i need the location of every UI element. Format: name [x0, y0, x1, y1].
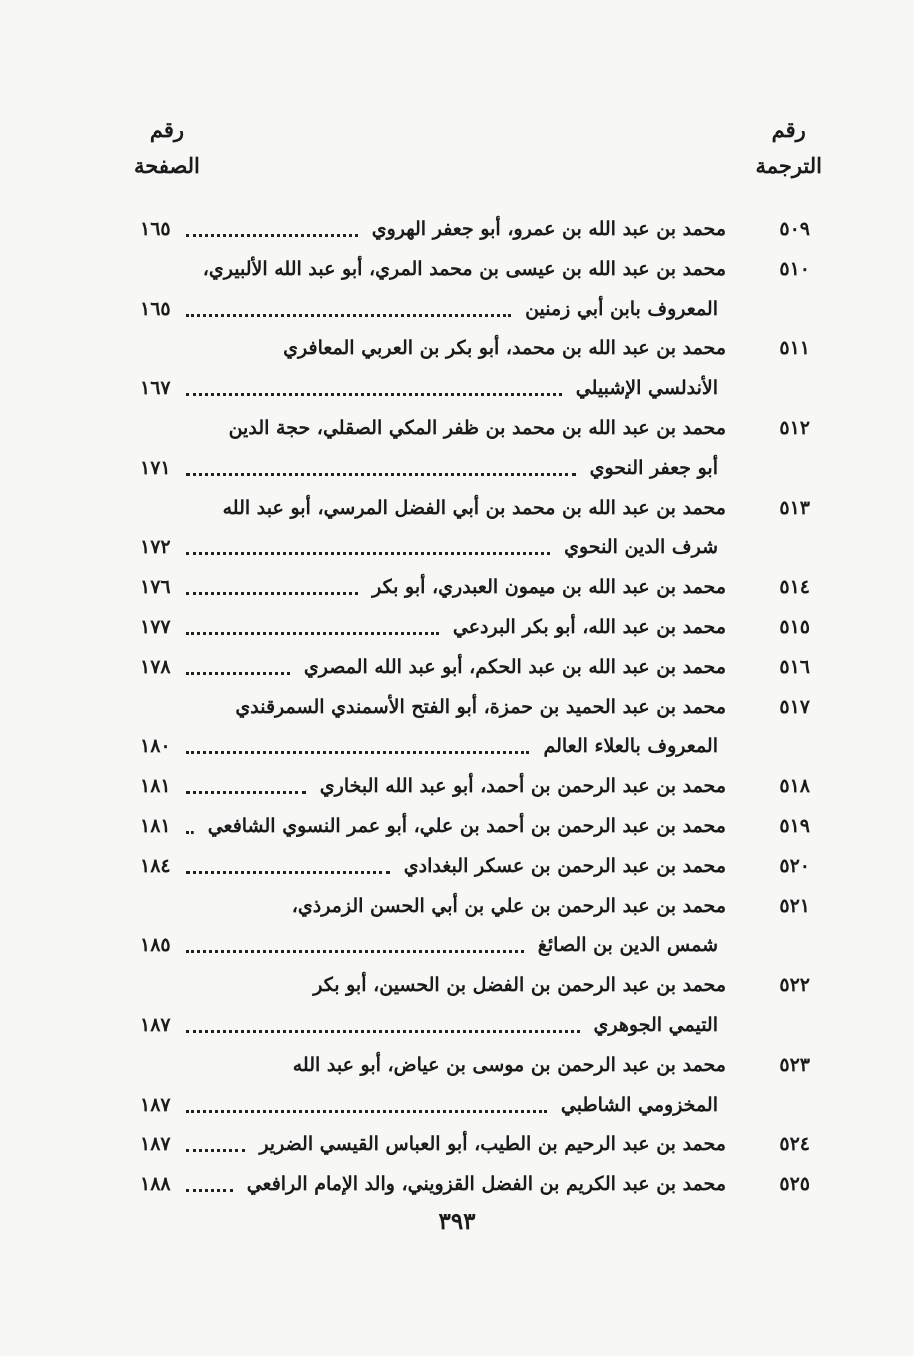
toc-entry	[140, 210, 810, 248]
entry-number: ٥١٦	[779, 655, 810, 678]
entry-title: محمد بن عبد الله بن عبد الحكم، أبو عبد الله المصري	[303, 655, 726, 678]
entry-page-number: ١٨١	[140, 775, 171, 798]
toc-entry	[140, 1125, 810, 1163]
toc-entry-continuation	[140, 727, 810, 765]
entry-number-header	[755, 112, 822, 184]
entry-title: محمد بن عبد الرحمن بن موسى بن عياض، أبو عبد الله	[292, 1053, 726, 1076]
entry-number: ٥١٠	[779, 257, 810, 280]
entry-title: محمد بن عبد الرحمن بن الفضل بن الحسين، أبو بكر	[313, 974, 726, 997]
entry-page-number: ١٧٢	[140, 536, 171, 559]
entry-page-number: ١٦٧	[140, 377, 171, 400]
entry-title: محمد بن عبد الرحمن بن عسكر البغدادي	[403, 854, 726, 877]
dot-leader	[186, 1030, 580, 1033]
dot-leader	[186, 950, 524, 953]
entry-page-number: ١٨٥	[140, 934, 171, 957]
entry-title: محمد بن عبد الرحيم بن الطيب، أبو العباس القيسي الضرير	[259, 1133, 726, 1156]
dot-leader	[186, 552, 550, 555]
entry-number: ٥٠٩	[779, 218, 810, 240]
entry-number: ٥٢٠	[779, 854, 810, 877]
dot-leader	[186, 672, 290, 675]
entry-number: ٥١٩	[779, 815, 810, 837]
entry-page-number: ١٨٨	[140, 1173, 171, 1196]
header-label: الصفحة	[134, 153, 200, 178]
dot-leader	[186, 1110, 547, 1113]
entry-title: محمد بن عبد الحميد بن حمزة، أبو الفتح الأسمندي السمرقندي	[235, 695, 726, 718]
toc-entry	[140, 329, 810, 367]
entry-title-continuation: المعروف بالعلاء العالم	[543, 735, 718, 758]
entry-title: محمد بن عبد الكريم بن الفضل القزويني، والد الإمام الرافعي	[246, 1173, 726, 1196]
entry-title-continuation: التيمي الجوهري	[593, 1014, 718, 1036]
entry-title: محمد بن عبد الرحمن بن أحمد بن علي، أبو عمر النسوي الشافعي	[207, 815, 726, 837]
entry-page-number: ١٦٥	[140, 297, 171, 320]
entry-page-number: ١٦٥	[140, 218, 171, 240]
dot-leader	[186, 632, 439, 635]
dot-leader	[186, 1149, 245, 1152]
toc-entry-continuation	[140, 528, 810, 566]
toc-entry-continuation	[140, 449, 810, 487]
dot-leader	[186, 473, 576, 476]
entry-number: ٥٢٢	[779, 974, 810, 997]
toc-entry-continuation	[140, 369, 810, 407]
dot-leader	[186, 831, 194, 834]
entry-number: ٥١٢	[779, 417, 810, 439]
header-label: رقم	[771, 117, 806, 142]
toc-entry	[140, 1165, 810, 1203]
dot-leader	[186, 234, 358, 237]
entry-page-number: ١٨١	[140, 815, 171, 837]
entry-page-number: ١٧١	[140, 456, 171, 479]
entry-title: محمد بن عبد الرحمن بن علي بن أبي الحسن الزمرذي،	[291, 894, 726, 917]
dot-leader	[186, 871, 390, 874]
entry-title: محمد بن عبد الله بن عمرو، أبو جعفر الهروي	[371, 218, 726, 240]
entry-page-number: ١٨٧	[140, 1093, 171, 1116]
entry-title: محمد بن عبد الله، أبو بكر البردعي	[452, 616, 726, 638]
entry-page-number: ١٨٧	[140, 1133, 171, 1156]
entry-title-continuation: المخزومي الشاطبي	[560, 1093, 718, 1116]
entry-page-number: ١٨٠	[140, 735, 171, 758]
toc-entry-continuation	[140, 1006, 810, 1044]
dot-leader	[186, 1189, 233, 1192]
entry-number: ٥٢٥	[779, 1173, 810, 1196]
entry-number: ٥٢٤	[779, 1133, 810, 1156]
entry-title-continuation: شرف الدين النحوي	[564, 536, 718, 559]
entry-title: محمد بن عبد الله بن ميمون العبدري، أبو بكر	[372, 576, 726, 599]
entry-title-continuation: المعروف بابن أبي زمنين	[525, 297, 718, 320]
toc-entry	[140, 608, 810, 646]
toc-entry	[140, 648, 810, 686]
entry-title-continuation: أبو جعفر النحوي	[589, 456, 718, 479]
page-number-header	[134, 112, 200, 184]
entry-page-number: ١٧٨	[140, 655, 171, 678]
entry-page-number: ١٧٦	[140, 576, 171, 599]
page-folio: ٣٩٣	[438, 1208, 476, 1235]
dot-leader	[186, 592, 358, 595]
toc-entry	[140, 887, 810, 925]
toc-entry	[140, 568, 810, 606]
entry-page-number: ١٨٤	[140, 854, 171, 877]
entry-number: ٥٢٣	[779, 1053, 810, 1076]
header-label: الترجمة	[755, 153, 822, 178]
entry-number: ٥١٤	[779, 576, 810, 599]
toc-entry	[140, 1046, 810, 1084]
toc-entry	[140, 966, 810, 1004]
entry-title: محمد بن عبد الله بن محمد بن أبي الفضل المرسي، أبو عبد الله	[222, 496, 726, 519]
toc-entry	[140, 847, 810, 885]
entry-title-continuation: شمس الدين بن الصائغ	[537, 934, 718, 957]
toc-entry	[140, 688, 810, 726]
entry-number: ٥١٨	[779, 775, 810, 798]
toc-entry-continuation	[140, 1086, 810, 1124]
entry-number: ٥١٧	[779, 695, 810, 718]
entry-title: محمد بن عبد الله بن محمد بن ظفر المكي الصقلي، حجة الدين	[228, 417, 726, 439]
entry-title: محمد بن عبد الرحمن بن أحمد، أبو عبد الله البخاري	[319, 775, 726, 798]
dot-leader	[186, 314, 511, 317]
entry-title-continuation: الأندلسي الإشبيلي	[575, 377, 718, 400]
toc-entry	[140, 250, 810, 288]
entry-page-number: ١٧٧	[140, 616, 171, 638]
entry-number: ٥١٥	[779, 616, 810, 638]
entry-title: محمد بن عبد الله بن محمد، أبو بكر بن العربي المعافري	[283, 337, 726, 360]
toc-entry	[140, 409, 810, 447]
toc-entry	[140, 767, 810, 805]
dot-leader	[186, 791, 306, 794]
entry-number: ٥١١	[779, 337, 810, 360]
entry-number: ٥٢١	[779, 894, 810, 917]
entry-number: ٥١٣	[779, 496, 810, 519]
header-label: رقم	[149, 117, 185, 142]
dot-leader	[186, 393, 562, 396]
toc-entry	[140, 807, 810, 845]
toc-entry-continuation	[140, 926, 810, 964]
entry-title: محمد بن عبد الله بن عيسى بن محمد المري، أبو عبد الله الألبيري،	[202, 257, 726, 280]
toc-entry-continuation	[140, 290, 810, 328]
dot-leader	[186, 751, 529, 754]
toc-entry	[140, 489, 810, 527]
entry-page-number: ١٨٧	[140, 1014, 171, 1036]
